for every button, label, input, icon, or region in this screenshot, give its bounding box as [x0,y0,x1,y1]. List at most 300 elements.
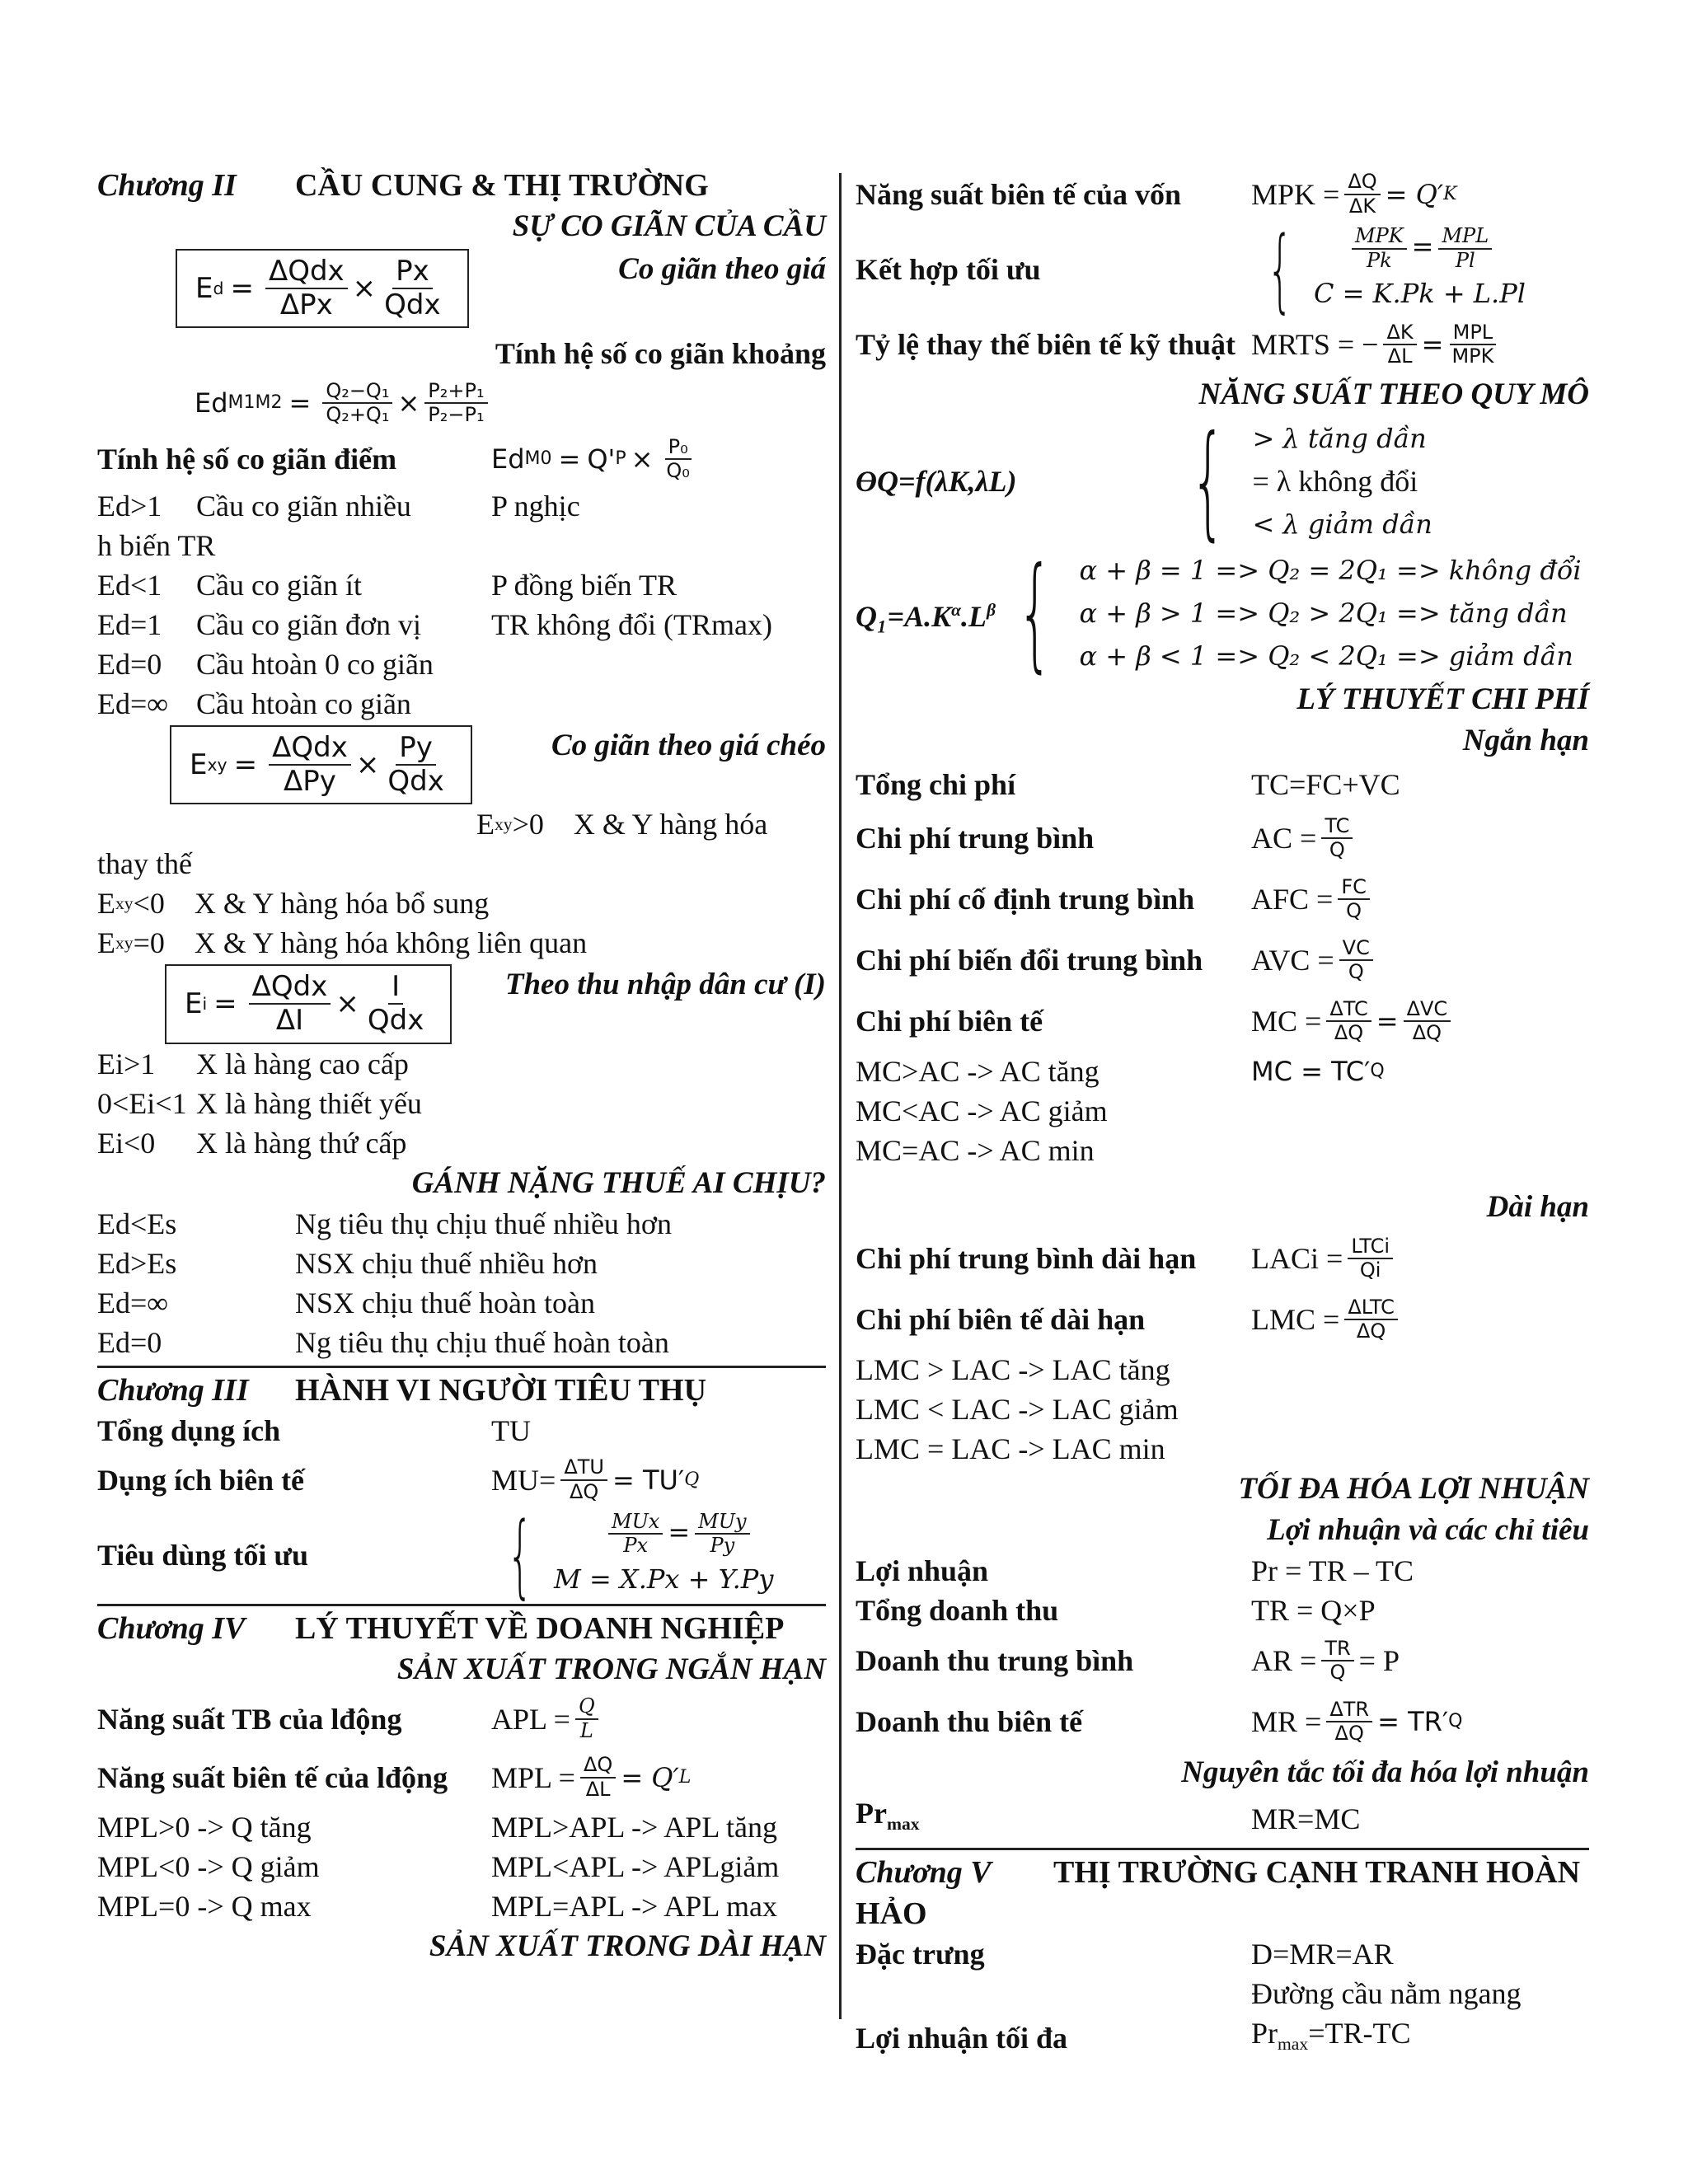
case-key: Ed<1 [97,569,162,602]
case-key: MC<AC -> AC giảm [856,1094,1108,1128]
marginal-revenue-row [856,1691,1589,1752]
price-elasticity-block [97,249,826,328]
brace-icon: { [507,1502,533,1608]
formula-term-sub: P [615,448,626,470]
formula-lhs: MPK = [1251,178,1340,211]
case-value: NSX chịu thuế hoàn toàn [295,1286,595,1319]
numerator: Q [575,1695,598,1720]
case-key: E [476,808,495,841]
income-elasticity-block [97,964,826,1043]
denominator: ΔQ [569,1479,599,1503]
fraction [695,1511,749,1558]
case-value: MPL=APL -> APL max [491,1889,777,1923]
row-label [856,1793,1251,1844]
case-value: MPL<APL -> APLgiảm [491,1849,780,1883]
ed-cases-list [97,486,826,724]
list-item [97,565,826,605]
cobb-douglas-row [856,541,1589,686]
denominator: ΔI [275,1004,304,1038]
row-label: Đặc trưng [856,1937,985,1971]
fraction [1326,998,1371,1045]
denominator: MPK [1451,344,1494,368]
exy-cases-list [97,804,826,963]
section-heading: GÁNH NẶNG THUẾ AI CHỊU? [411,1165,826,1200]
denominator: ΔQ [1334,1021,1364,1045]
case-key: Ei<0 [97,1126,156,1160]
exponent: α [951,600,962,621]
numerator: Py [396,732,436,766]
equation-system: { $\frac{\text{MUx}}{Px}$ = $\frac{\text{MUy}}{Py}$ M = X.Px + Y.Py [507,1502,774,1608]
numerator: Px [392,255,433,289]
numerator: TC [1321,815,1353,840]
formula-rhs-sub: Q [684,1469,700,1490]
formula-rhs-sub: Q [1448,1711,1463,1732]
chapter-2-heading [97,165,826,206]
fraction [1438,225,1492,272]
formula-lhs: AR = [1251,1644,1317,1678]
denominator: Q [1346,899,1362,923]
section-heading: NĂNG SUẤT THEO QUY MÔ [1198,377,1589,412]
numerator: FC [1338,876,1370,901]
denominator: ΔQ [1356,1319,1386,1343]
equation-system [996,541,1582,686]
equation-line: = λ không đổi [1252,465,1418,499]
row-label-sub: max [886,1814,920,1835]
case-key: Ed=0 [97,648,162,682]
section-heading: LÝ THUYẾT CHI PHÍ [1296,682,1589,717]
fraction [1383,321,1416,368]
profit-row [856,1551,1589,1591]
mpl-cases-list [97,1807,826,1926]
formula-lhs-sub: xy [207,755,227,776]
formula-lhs: AC = [1251,822,1317,855]
brace-icon: { [1017,541,1053,686]
row-label: Doanh thu trung bình [856,1644,1134,1678]
case-value: Cầu co giãn nhiều [196,490,411,523]
case-key: E [97,926,115,960]
formula-lhs: MRTS = − [1251,328,1379,362]
equation-line: > λ tăng dần [1252,423,1427,455]
numerator: ΔVC [1404,998,1451,1023]
lmc-cases-list [856,1350,1589,1469]
row-label: Chi phí cố định trung bình [856,883,1195,916]
fraction [1321,1638,1353,1685]
formula-rhs-sub: K [1443,184,1457,204]
row-label: Tổng doanh thu [856,1594,1059,1628]
denominator: Qdx [367,1004,424,1038]
case-value: thay thế [97,847,192,881]
list-item [97,1123,826,1163]
fraction [575,1695,598,1742]
denominator: Qi [1359,1258,1381,1282]
section-rule [856,1848,1589,1850]
numerator: P₀ [665,436,692,461]
sub-heading: Ngắn hạn [1462,724,1589,758]
mpk-row [856,165,1589,224]
denominator: ΔL [585,1777,611,1801]
sub-heading: Nguyên tắc tối đa hóa lợi nhuận [1181,1755,1589,1790]
list-item [97,804,826,844]
case-key: Ed=∞ [97,687,168,721]
numerator: MPK [1352,225,1407,250]
fraction [1352,225,1407,272]
fraction [424,380,487,427]
denominator: Q₂+Q₁ [326,403,390,427]
fraction [1339,937,1373,984]
row-label: Tính hệ số co giãn điểm [97,443,397,476]
case-note: P nghịc [491,490,580,523]
formula-term: .L [961,600,987,634]
chapter-title: HÀNH VI NGƯỜI TIÊU THỤ [295,1372,707,1408]
case-value: X là hàng thứ cấp [196,1126,407,1160]
formula-box-ed: E d = $\frac{\text{ΔQdx}}{\text{ΔPx}}$ × $\frac{Px}{\text{Qdx}}$ [176,249,469,328]
brace-icon: { [1267,217,1293,323]
case-key: MPL<0 -> Q giảm [97,1849,320,1883]
fraction [608,1511,663,1558]
fraction [364,971,427,1037]
case-key: 0<Ei<1 [97,1086,187,1120]
section-heading: SẢN XUẤT TRONG NGẮN HẠN [396,1652,826,1686]
formula-lhs: AFC = [1251,883,1334,916]
section-heading: SẢN XUẤT TRONG DÀI HẠN [429,1929,826,1963]
tax-burden-list [97,1204,826,1362]
row-value: Đường cầu nằm ngang [1251,1976,1522,2010]
lac-row [856,1228,1589,1289]
denominator: Q [1329,838,1345,862]
equation-line: α + β < 1 => Q₂ < 2Q₁ => giảm dần [1079,640,1573,673]
fraction [322,380,392,427]
case-key: MPL>0 -> Q tăng [97,1810,312,1844]
formula-lhs: MR = [1251,1705,1322,1739]
denominator: Pk [1366,248,1392,272]
row-label: Tổng dụng ích [97,1413,281,1447]
chapter-4-heading [97,1608,826,1649]
chapter-title-continued: HẢO [856,1896,927,1931]
chapter-5-heading [856,1852,1589,1893]
case-value: X là hàng cao cấp [196,1047,409,1080]
formula-lhs: AVC = [1251,944,1334,977]
afc-row [856,869,1589,930]
profit-max-row [856,1793,1589,1844]
chapter-title: LÝ THUYẾT VỀ DOANH NGHIỆP [295,1610,785,1646]
section-heading: TỐI ĐA HÓA LỢI NHUẬN [1238,1472,1589,1507]
formula-lhs-sub: M1M2 [227,392,283,414]
chapter-title: THỊ TRƯỜNG CẠNH TRANH HOÀN [1053,1854,1581,1890]
case-key: MPL=0 -> Q max [97,1889,312,1923]
case-note: TR không đổi (TRmax) [491,608,772,642]
max-profit-row [856,2013,1589,2064]
row-label: Tổng chi phí [856,768,1016,802]
numerator: P₂+P₁ [424,380,487,405]
feature-row-continued [856,1974,1589,2013]
point-elasticity-row: Tính hệ số co giãn điểm Ed M0 = Q' P × $\frac{\text{P₀}}{\text{Q₀}}$ [97,432,826,486]
case-value: Cầu htoàn co giãn [196,687,411,721]
denominator: ΔQ [1334,1722,1364,1746]
row-label: Chi phí biên tế dài hạn [856,1303,1146,1337]
case-value: Cầu co giãn đơn vị [196,608,421,642]
list-item [97,526,826,565]
sub-heading: Co giãn theo giá [618,252,826,286]
chapter-label: Chương III [97,1372,249,1408]
formula-lhs: MPL = [491,1760,575,1794]
formula-rhs: = P [1358,1644,1400,1678]
row-value: TU [491,1413,531,1447]
row-value: D=MR=AR [1251,1937,1394,1971]
case-value: =0 X & Y hàng hóa không liên quan [133,926,588,960]
equation-line: α + β = 1 => Q₂ = 2Q₁ => không đổi [1079,555,1582,587]
formula-term: Q' [587,443,616,476]
numerator: ΔK [1383,321,1416,346]
list-item: LMC < LAC -> LAC giảm [856,1393,1179,1427]
denominator: ΔK [1348,194,1376,218]
fraction [1338,876,1370,923]
row-label: Chi phí biến đổi trung bình [856,944,1203,977]
case-key: Ed<Es [97,1207,177,1240]
denominator: Px [623,1534,649,1558]
total-revenue-row [856,1591,1589,1630]
case-key: Ei>1 [97,1047,156,1080]
sub-heading: Tính hệ số co giãn khoảng [495,337,826,371]
arc-elasticity-formula: Ed M1M2 = $\frac{\text{Q₂−Q₁}}{\text{Q₂+Q₁}}$ × $\frac{\text{P₂+P₁}}{\text{P₂−P₁}}$ [97,374,826,432]
fraction [663,436,693,483]
denominator: Qdx [387,765,444,799]
equation-system: { $\frac{\text{MPK}}{Pk}$ = $\frac{\text{MPL}}{Pl}$ C = K.Pk + L.Pl [1267,217,1526,323]
numerator: ΔLTC [1344,1296,1398,1321]
list-item: LMC = LAC -> LAC min [856,1432,1165,1466]
fraction [1404,998,1451,1045]
mpl-row [97,1748,826,1807]
list-item [97,605,826,644]
formula-rhs: = Q′ [1385,179,1444,210]
row-label: Năng suất TB của lđộng [97,1702,402,1736]
case-value: MC = TC′ [1251,1056,1371,1088]
chapter-label: Chương V [856,1854,992,1890]
equation-line: < λ giảm dần [1252,509,1432,541]
exponent: β [987,600,996,621]
fraction [384,732,447,798]
denominator: Q [1329,1661,1346,1685]
case-key-sub: xy [495,814,513,835]
case-value: NSX chịu thuế nhiều hơn [295,1246,598,1280]
fraction [560,1456,607,1503]
denominator: ΔPy [284,765,336,799]
sub-heading: Lợi nhuận và các chỉ tiêu [1267,1513,1589,1548]
chapter-label: Chương II [97,168,237,203]
returns-to-scale-row [856,410,1589,554]
row-value: MR=MC [1251,1802,1361,1835]
row-value-sub: max [1278,2033,1309,2054]
case-key: Ed=1 [97,608,162,642]
list-item [97,1807,826,1847]
numerator: LTCi [1348,1235,1393,1260]
formula-rhs: = TR′ [1377,1706,1449,1738]
case-key: MC>AC -> AC tăng [856,1055,1100,1089]
list-item [97,1204,826,1244]
case-note: P đồng biến TR [491,569,678,602]
row-label: Chi phí biên tế [856,1005,1043,1038]
row-value-text: =TR-TC [1308,2016,1411,2050]
formula-box-exy: E xy = $\frac{\text{ΔQdx}}{\text{ΔPy}}$ × $\frac{Py}{\text{Qdx}}$ [170,725,472,804]
feature-row [856,1934,1589,1974]
list-item [97,684,826,724]
case-key-sub: xy [115,933,134,954]
numerator: ΔQ [580,1754,616,1779]
numerator: MUx [608,1511,663,1535]
avc-row [856,930,1589,991]
denominator: Q₀ [666,459,690,483]
brace-icon: { [1190,410,1226,554]
denominator: Q [1348,960,1364,984]
numerator: ΔQdx [249,971,331,1005]
case-key: Ed=0 [97,1325,162,1359]
row-label: ƟQ=f(λK,λL) [856,465,1017,499]
marginal-utility-row [97,1451,826,1510]
numerator: MPL [1438,225,1492,250]
cross-elasticity-block [97,725,826,804]
list-item [97,923,826,963]
list-item [97,1084,826,1123]
denominator: L [579,1718,593,1742]
numerator: ΔTU [560,1456,607,1481]
formula-box-ei: E i = $\frac{\text{ΔQdx}}{\Delta I}$ × $\frac{I}{\text{Qdx}}$ [165,964,452,1043]
row-label: Chi phí trung bình [856,822,1095,855]
case-value: X là hàng thiết yếu [196,1086,422,1120]
mrts-row: Tỷ lệ thay thế biên tế kỹ thuật MRTS = − $\frac{\Delta K}{\Delta L}$ = $\frac{\text{MPL}}{\text{MPK}}$ [856,315,1589,374]
chapter-3-heading [97,1370,826,1411]
denominator: P₂−P₁ [428,403,485,427]
row-label: Năng suất biên tế của vốn [856,178,1182,211]
list-item [97,644,826,684]
case-key: Ed>1 [97,490,162,523]
list-item [97,486,826,526]
denominator: Py [710,1534,735,1558]
list-item [856,1052,1589,1091]
fraction [265,255,348,321]
total-cost-row [856,762,1589,808]
list-item [97,1847,826,1886]
fraction [1321,815,1353,862]
row-label: Dụng ích biên tế [97,1463,305,1497]
fraction [1344,1296,1398,1343]
list-item [97,1044,826,1084]
fraction [1344,171,1380,218]
section-rule [97,1366,826,1368]
sub-heading: Co giãn theo giá chéo [551,729,826,763]
formula-lhs: LMC = [1251,1303,1340,1337]
formula-term: Q₁=A.K [856,600,952,634]
equation-line: M = X.Px + Y.Py [554,1563,774,1595]
mc-cases-list [856,1052,1589,1170]
list-item [97,1244,826,1283]
case-value: Ng tiêu thụ chịu thuế nhiều hơn [295,1207,672,1240]
fraction [580,1754,616,1801]
case-key-sub: xy [115,893,134,914]
formula-lhs: E [185,987,203,1021]
section-heading: SỰ CO GIÃN CỦA CẦU [512,209,826,243]
formula-lhs: Ed [491,443,525,476]
numerator: TR [1321,1638,1353,1662]
formula-rhs-sub: L [678,1766,692,1788]
average-revenue-row [856,1630,1589,1691]
row-label-text: Pr [856,1797,887,1830]
formula-lhs: LACi = [1251,1242,1343,1276]
case-value: Cầu htoàn 0 co giãn [196,648,434,682]
numerator: ΔQdx [269,732,351,766]
case-value: >0 X & Y hàng hóa [512,808,768,841]
numerator: VC [1339,937,1373,962]
formula-rhs: = TU′ [612,1464,685,1496]
numerator: MPL [1450,321,1497,346]
numerator: ΔQdx [265,255,348,289]
denominator: ΔQ [1412,1021,1442,1045]
row-label [856,590,996,636]
sub-heading: Dài hạn [1486,1190,1589,1225]
fraction [249,971,331,1037]
ei-cases-list [97,1044,826,1163]
left-column [97,165,826,1967]
fraction [1326,1699,1372,1746]
chapter-title: CẦU CUNG & THỊ TRƯỜNG [295,168,709,203]
formula-rhs: = Q′ [621,1761,679,1793]
row-label: Chi phí trung bình dài hạn [856,1242,1197,1276]
formula-lhs: Ed [195,387,228,419]
sub-heading: Theo thu nhập dân cư (I) [504,968,826,1002]
numerator: ΔTR [1326,1699,1372,1723]
list-item [856,1131,1589,1170]
case-value: <0 X & Y hàng hóa bổ sung [133,887,490,921]
row-label: Tiêu dùng tối ưu [97,1538,309,1572]
equation-line: α + β > 1 => Q₂ > 2Q₁ => tăng dần [1079,598,1568,630]
denominator: ΔPx [279,288,333,322]
numerator: ΔQ [1344,171,1380,195]
formula-lhs: MC = [1251,1005,1322,1038]
case-value: Cầu co giãn ít [196,569,362,602]
list-item [97,1323,826,1362]
numerator: I [388,971,403,1005]
row-label: Lợi nhuận tối đa [856,2022,1068,2055]
formula-lhs-sub: M0 [524,448,552,470]
row-label: Tỷ lệ thay thế biên tế kỹ thuật [856,328,1236,362]
list-item [97,1283,826,1323]
case-key: MC=AC -> AC min [856,1134,1095,1168]
optimal-combination-row [856,217,1589,323]
row-label: Năng suất biên tế của lđộng [97,1760,448,1794]
list-item [856,1091,1589,1131]
row-label: Kết hợp tối ưu [856,253,1041,287]
case-key: h biến TR [97,529,216,563]
lmc-row [856,1289,1589,1350]
formula-lhs: E [190,748,208,782]
row-value [1251,2013,1411,2064]
chapter-label: Chương IV [97,1610,246,1646]
fraction [269,732,351,798]
list-item [97,1886,826,1926]
list-item: LMC > LAC -> LAC tăng [856,1353,1170,1387]
column-divider [839,173,842,2019]
apl-row [97,1690,826,1748]
row-value: TC=FC+VC [1251,768,1400,802]
formula-lhs: APL = [491,1702,570,1736]
row-value-text: Pr [1251,2016,1278,2050]
total-utility-row [97,1411,826,1451]
fraction [1448,321,1497,368]
numerator: MUy [695,1511,749,1535]
average-cost-row [856,808,1589,869]
fraction [381,255,443,321]
case-key: Ed>Es [97,1246,177,1280]
formula-lhs: MU= [491,1463,556,1497]
right-column [856,165,1589,2064]
